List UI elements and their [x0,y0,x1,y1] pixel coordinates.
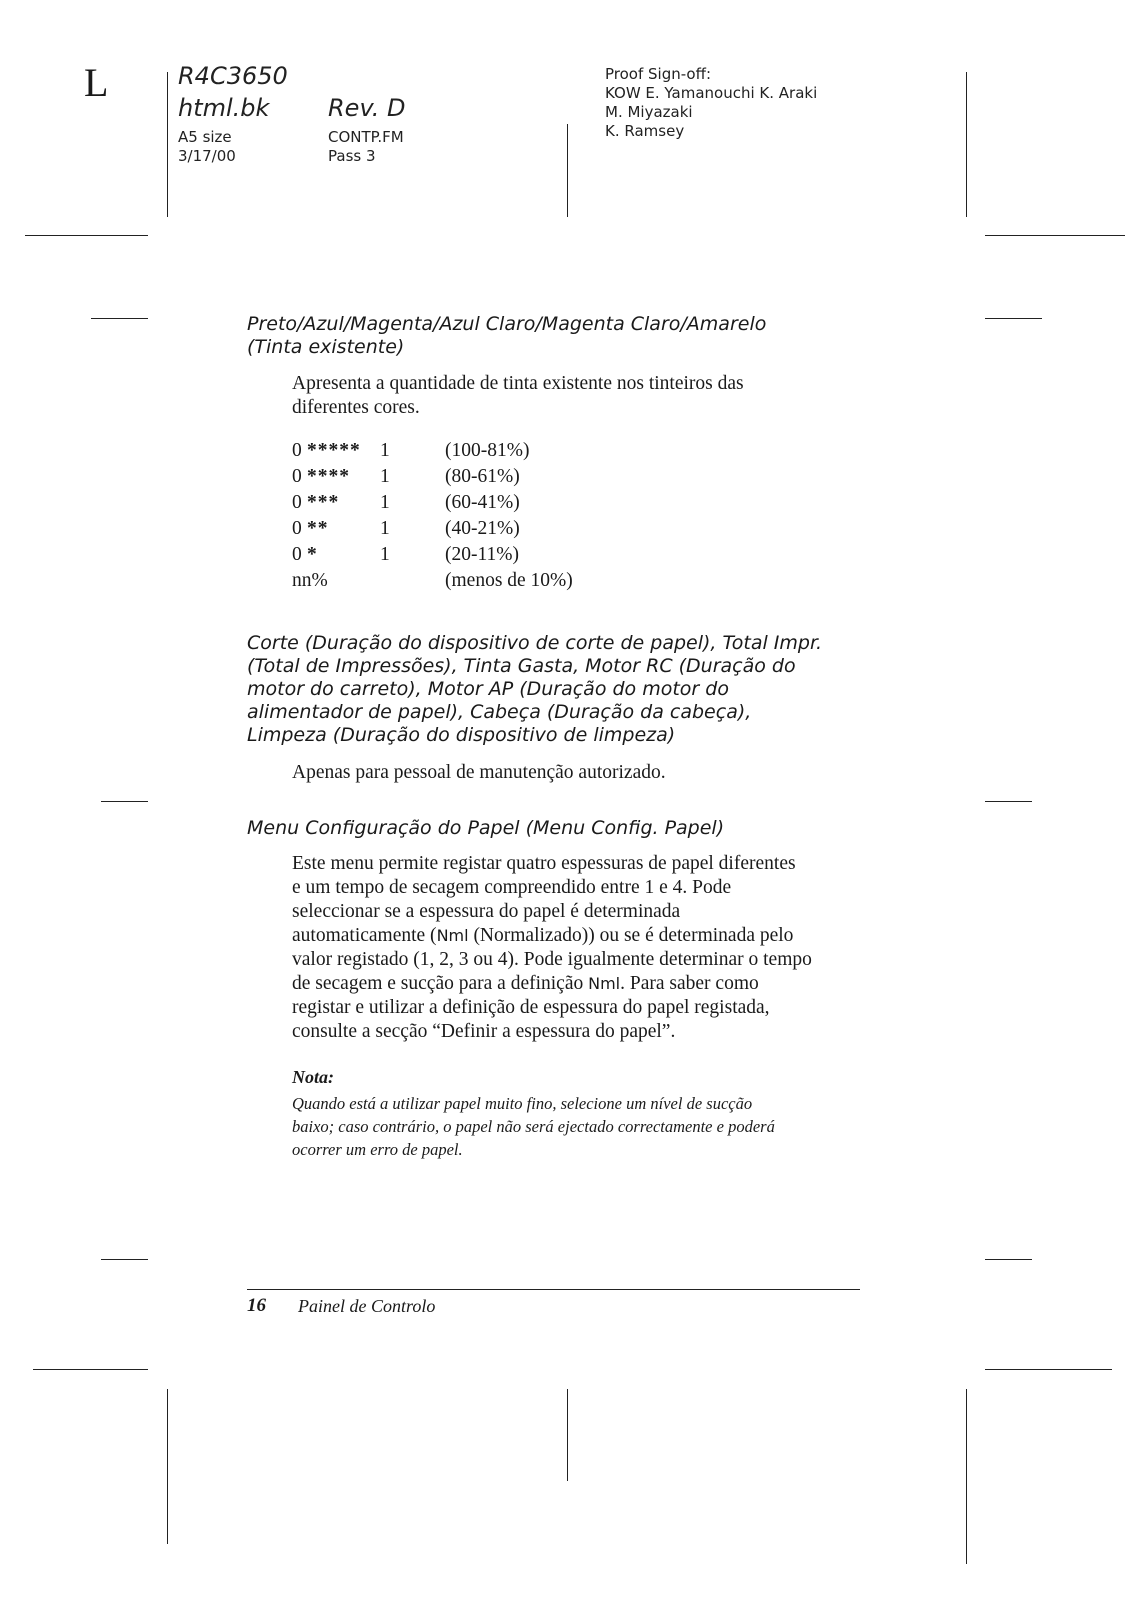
text-line [292,924,862,948]
text-run: automaticamente ( [292,925,437,946]
heading-line: Corte (Duração do dispositivo de corte de papel), Total Impr. [247,632,823,654]
proof-line: Proof Sign-off: [605,65,711,83]
page-number: 16 [247,1295,266,1316]
level-range: (60-41%) [445,492,520,513]
note-title: Nota: [292,1067,334,1087]
text-line: valor registado (1, 2, 3 ou 4). Pode igualmente determinar o tempo [292,949,812,970]
setting-name: Nml [588,974,621,993]
level-right: 1 [380,518,390,539]
text-line: e um tempo de secagem compreendido entre 1 e 4. Pode [292,877,732,898]
note-line: baixo; caso contrário, o papel não será ejectado correctamente e poderá [292,1117,775,1136]
text-line: Apresenta a quantidade de tinta existente nos tinteiros das [292,373,744,394]
crop-mark [167,72,168,217]
crop-mark [25,235,148,236]
heading-line: (Total de Impressões), Tinta Gasta, Motor RC (Duração do [247,655,796,677]
crop-mark [101,801,148,802]
level-range: (40-21%) [445,518,520,539]
section-heading-maintenance-counters [247,632,867,747]
crop-mark [985,235,1125,236]
text-line: Este menu permite registar quatro espessuras de papel diferentes [292,853,796,874]
proof-line: KOW E. Yamanouchi K. Araki [605,84,818,102]
date: 3/17/00 [178,147,236,165]
heading-line: motor do carreto), Motor AP (Duração do motor do [247,678,729,700]
side-letter: L [84,60,109,105]
level-left: 0 [292,518,302,539]
level-right: 1 [380,466,390,487]
footer-rule [247,1289,860,1290]
level-stars: ** [307,518,329,539]
crop-mark [91,318,148,319]
crop-mark [167,1389,168,1544]
crop-mark [101,1259,148,1260]
crop-mark [985,1369,1112,1370]
proof-signoff [605,65,817,141]
level-left: 0 [292,440,302,461]
text-line [292,972,862,996]
setting-name: Nml [436,926,469,945]
level-stars: *** [307,492,340,513]
text-line: diferentes cores. [292,397,420,418]
text-run: . Para saber como [620,973,759,994]
book-name: html.bk [178,94,270,122]
heading-line: (Tinta existente) [247,336,405,358]
level-left: 0 [292,544,302,565]
level-right: 1 [380,544,390,565]
level-stars: ***** [307,440,361,461]
section-heading-paper-config-menu: Menu Configuração do Papel (Menu Config. Papel) [247,817,725,839]
heading-line: alimentador de papel), Cabeça (Duração da cabeça), [247,701,752,723]
chapter-title: Painel de Controlo [298,1296,436,1316]
section-heading-ink-levels [247,313,867,359]
note-line: ocorrer um erro de papel. [292,1140,463,1159]
crop-mark [567,1389,568,1481]
revision: Rev. D [328,94,406,122]
doc-code: R4C3650 [178,62,288,90]
paper-config-description [292,852,862,1044]
file-name: CONTP.FM [328,128,404,146]
level-left: nn% [292,570,328,591]
crop-mark [966,72,967,217]
text-line: registar e utilizar a definição de espessura do papel registada, [292,997,770,1018]
crop-mark [985,318,1042,319]
text-run: (Normalizado)) ou se é determinada pelo [468,925,794,946]
text-line: seleccionar se a espessura do papel é determinada [292,901,681,922]
crop-mark [985,1259,1032,1260]
crop-mark [966,1389,967,1564]
text-line: consulte a secção “Definir a espessura do papel”. [292,1021,676,1042]
note-body [292,1092,862,1161]
text-run: de secagem e sucção para a definição [292,973,589,994]
proof-line: K. Ramsey [605,122,685,140]
note-line: Quando está a utilizar papel muito fino, selecione um nível de sucção [292,1094,753,1113]
heading-line: Preto/Azul/Magenta/Azul Claro/Magenta Claro/Amarelo [247,313,767,335]
proof-line: M. Miyazaki [605,103,693,121]
crop-mark [985,801,1032,802]
heading-line: Limpeza (Duração do dispositivo de limpeza) [247,724,676,746]
level-range: (menos de 10%) [445,570,573,591]
level-right: 1 [380,440,390,461]
level-stars: * [307,544,318,565]
level-stars: **** [307,466,350,487]
level-range: (100-81%) [445,440,530,461]
level-range: (20-11%) [445,544,520,565]
level-left: 0 [292,466,302,487]
level-range: (80-61%) [445,466,520,487]
ink-levels-description [292,372,862,420]
pass-number: Pass 3 [328,147,376,165]
crop-mark [567,124,568,217]
crop-mark [33,1369,148,1370]
level-right: 1 [380,492,390,513]
page-size: A5 size [178,128,232,146]
maintenance-description: Apenas para pessoal de manutenção autorizado. [292,762,666,783]
level-left: 0 [292,492,302,513]
